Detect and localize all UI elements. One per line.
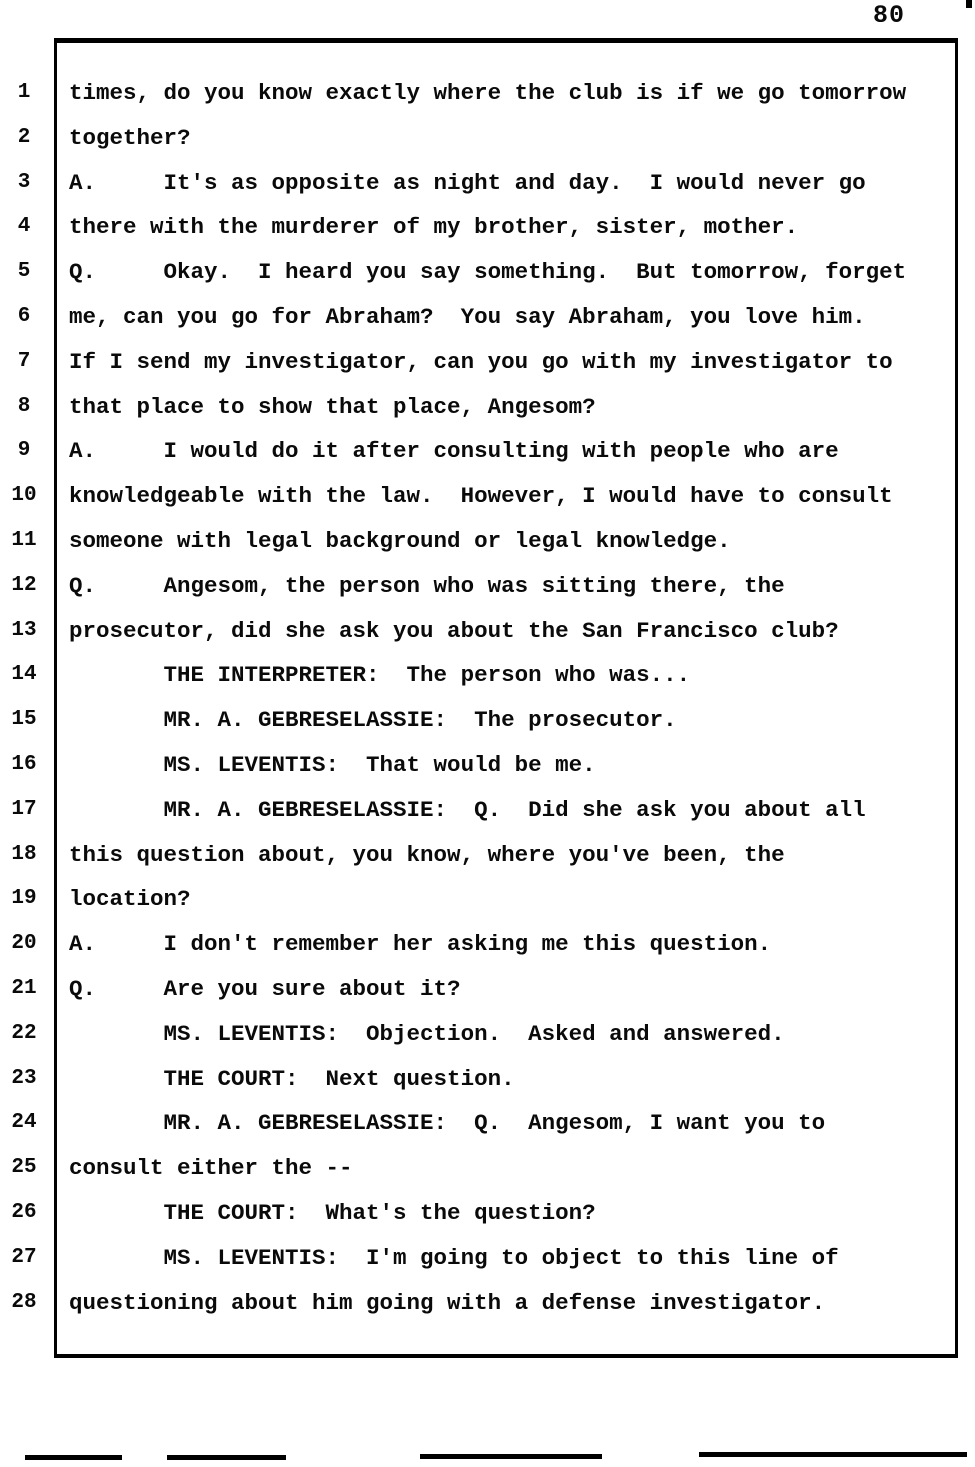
line-number: 1: [17, 81, 31, 104]
line-number: 7: [17, 349, 31, 373]
scan-artifact-line: [420, 1454, 602, 1459]
transcript-line: [0, 743, 975, 788]
line-text: that place to show that place, Angesom?: [69, 393, 596, 420]
transcript-line: [0, 1281, 975, 1326]
transcript-line: [0, 1146, 975, 1191]
line-number: 27: [11, 1245, 37, 1269]
transcript-line: [0, 1101, 975, 1146]
line-number: 15: [11, 708, 37, 732]
line-text: If I send my investigator, can you go with my investigator to: [69, 348, 893, 375]
transcript-line: [0, 877, 975, 922]
line-number: 10: [11, 484, 37, 508]
transcript-lines: [0, 71, 975, 1325]
transcript-line: [0, 71, 975, 116]
transcript-line: [0, 429, 975, 474]
transcript-line: [0, 1012, 975, 1057]
line-number: 16: [11, 752, 37, 776]
line-text: A. I don't remember her asking me this question.: [69, 931, 772, 958]
line-text: THE COURT: What's the question?: [69, 1199, 596, 1226]
transcript-line: [0, 205, 975, 250]
transcript-line: [0, 116, 975, 161]
line-text: me, can you go for Abraham? You say Abraham, you love him.: [69, 303, 866, 330]
line-text: A. I would do it after consulting with people who are: [69, 438, 839, 465]
transcript-line: [0, 1057, 975, 1102]
line-text: MR. A. GEBRESELASSIE: Q. Did she ask you about all: [69, 796, 866, 823]
line-text: someone with legal background or legal knowledge.: [69, 527, 731, 554]
line-number: 23: [11, 1066, 37, 1090]
line-text: MS. LEVENTIS: Objection. Asked and answered.: [69, 1020, 785, 1047]
line-number: 26: [11, 1200, 37, 1224]
line-text: prosecutor, did she ask you about the San Francisco club?: [69, 617, 839, 644]
line-number: 24: [11, 1111, 37, 1135]
transcript-line: [0, 788, 975, 833]
scan-artifact-tick: [966, 0, 972, 8]
transcript-line: [0, 340, 975, 385]
line-number: 3: [17, 170, 31, 194]
line-text: questioning about him going with a defense investigator.: [69, 1289, 826, 1316]
transcript-line: [0, 609, 975, 654]
transcript-line: [0, 698, 975, 743]
line-text: Q. Are you sure about it?: [69, 975, 461, 1002]
page-number: 80: [873, 1, 906, 30]
line-number: 13: [11, 618, 37, 642]
transcript-line: [0, 1236, 975, 1281]
transcript-line: [0, 250, 975, 295]
line-number: 22: [11, 1021, 37, 1045]
line-text: this question about, you know, where you've been, the: [69, 841, 785, 868]
line-number: 21: [11, 976, 37, 1000]
transcript-line: [0, 564, 975, 609]
line-text: MR. A. GEBRESELASSIE: Q. Angesom, I want you to: [69, 1110, 826, 1137]
line-text: there with the murderer of my brother, sister, mother.: [69, 214, 799, 241]
line-text: consult either the --: [69, 1155, 353, 1182]
transcript-line: [0, 1191, 975, 1236]
line-text: location?: [69, 886, 191, 913]
scan-artifact-line: [699, 1452, 967, 1457]
line-number: 12: [11, 573, 37, 597]
line-number: 18: [11, 842, 37, 866]
line-text: A. It's as opposite as night and day. I would never go: [69, 169, 866, 196]
line-text: THE COURT: Next question.: [69, 1065, 515, 1092]
line-text: MS. LEVENTIS: I'm going to object to this line of: [69, 1244, 839, 1271]
transcript-line: [0, 474, 975, 519]
line-number: 20: [11, 932, 37, 956]
line-text: knowledgeable with the law. However, I would have to consult: [69, 483, 893, 510]
line-text: together?: [69, 124, 191, 151]
line-number: 25: [11, 1156, 37, 1180]
line-number: 2: [17, 125, 31, 149]
line-text: times, do you know exactly where the club is if we go tomorrow: [69, 80, 907, 106]
line-text: MS. LEVENTIS: That would be me.: [69, 751, 596, 778]
transcript-line: [0, 833, 975, 878]
line-number: 9: [17, 439, 31, 463]
transcript-line: [0, 161, 975, 206]
line-number: 11: [11, 528, 37, 552]
transcript-line: [0, 922, 975, 967]
transcript-line: [0, 385, 975, 430]
scan-artifact-line: [25, 1455, 122, 1460]
line-number: 6: [17, 304, 31, 328]
line-number: 19: [11, 887, 37, 911]
line-number: 17: [11, 797, 37, 821]
line-number: 4: [17, 215, 31, 239]
line-number: 5: [17, 260, 31, 284]
line-number: 28: [11, 1290, 37, 1314]
line-text: Q. Angesom, the person who was sitting there, the: [69, 572, 785, 599]
line-text: Q. Okay. I heard you say something. But tomorrow, forget: [69, 259, 907, 286]
scan-artifact-line: [167, 1455, 286, 1460]
transcript-line: [0, 653, 975, 698]
transcript-line: [0, 519, 975, 564]
line-text: MR. A. GEBRESELASSIE: The prosecutor.: [69, 707, 677, 734]
line-number: 14: [11, 663, 37, 687]
line-number: 8: [17, 394, 31, 418]
line-text: THE INTERPRETER: The person who was...: [69, 662, 691, 689]
transcript-line: [0, 295, 975, 340]
transcript-line: [0, 967, 975, 1012]
